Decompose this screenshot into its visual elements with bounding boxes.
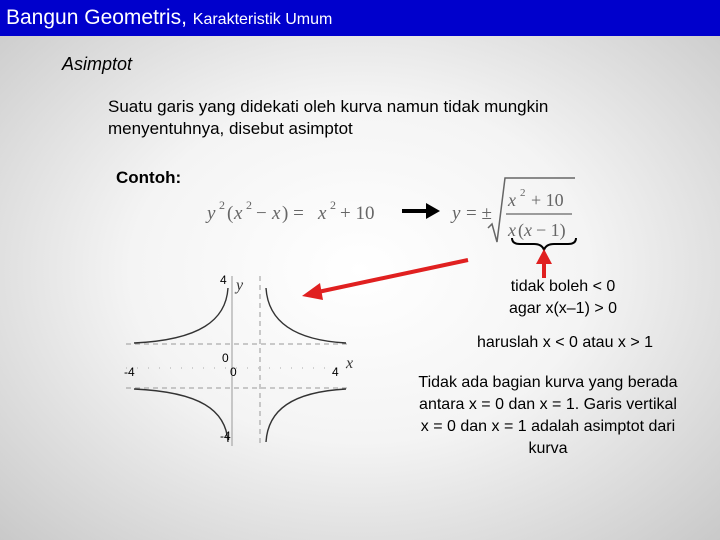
- svg-text:(: (: [227, 203, 234, 224]
- svg-text:+ 10: + 10: [531, 190, 564, 210]
- svg-text:x: x: [318, 203, 327, 224]
- section-heading: Asimptot: [62, 54, 133, 74]
- tick-y-mid: 0: [222, 351, 229, 365]
- curve-branch-upper-right: [266, 288, 346, 343]
- curve-branch-upper-left: [134, 288, 228, 343]
- definition-text: Suatu garis yang didekati oleh kurva namun tidak mungkin menyentuhnya, disebut asimptot: [108, 97, 549, 138]
- svg-text:x: x: [234, 203, 243, 224]
- equation-left: [205, 198, 374, 224]
- title-subtitle: Karakteristik Umum: [192, 11, 333, 28]
- tick-y-bot: -4: [220, 429, 231, 443]
- svg-text:) =: ) =: [282, 203, 304, 224]
- svg-text:+ 10: + 10: [340, 203, 375, 224]
- equation-right: [450, 178, 575, 242]
- svg-text:−: −: [256, 203, 267, 224]
- svg-text:2: 2: [520, 187, 526, 199]
- svg-text:x: x: [272, 203, 281, 224]
- example-label: Contoh:: [116, 168, 182, 187]
- svg-text:2: 2: [246, 198, 252, 212]
- svg-text:y: y: [207, 203, 216, 224]
- svg-text:(: (: [518, 220, 524, 240]
- tick-x-left: -4: [124, 365, 135, 379]
- curve-branch-lower-left: [134, 389, 228, 442]
- svg-text:x: x: [508, 220, 516, 240]
- implies-arrow: [402, 203, 440, 219]
- y-axis-label: y: [236, 277, 244, 294]
- svg-text:y: y: [452, 203, 461, 224]
- note-conclusion: Tidak ada bagian kurva yang berada antara x = 0 dan x = 1. Garis vertikal x = 0 dan x = 1 adalah asimptot dari kurva: [418, 374, 678, 457]
- title-main-text: Bangun Geometris,: [6, 6, 187, 29]
- hyperbola-graph: [120, 270, 360, 450]
- tick-x-right: 4: [332, 365, 339, 379]
- svg-text:= ±: = ±: [466, 203, 492, 224]
- up-arrow-icon: [536, 249, 552, 278]
- x-axis-label: x: [346, 355, 354, 372]
- note-condition: haruslah x < 0 atau x > 1: [476, 334, 654, 351]
- tick-y-top: 4: [220, 273, 227, 287]
- svg-text:x: x: [524, 220, 532, 240]
- note-not-negative: tidak boleh < 0 agar x(x–1) > 0: [508, 278, 618, 317]
- curve-branch-lower-right: [266, 389, 346, 442]
- tick-x-zero: 0: [230, 365, 237, 379]
- svg-text:2: 2: [330, 198, 336, 212]
- svg-text:2: 2: [219, 198, 225, 212]
- svg-text:− 1): − 1): [536, 220, 566, 240]
- svg-text:x: x: [508, 190, 516, 210]
